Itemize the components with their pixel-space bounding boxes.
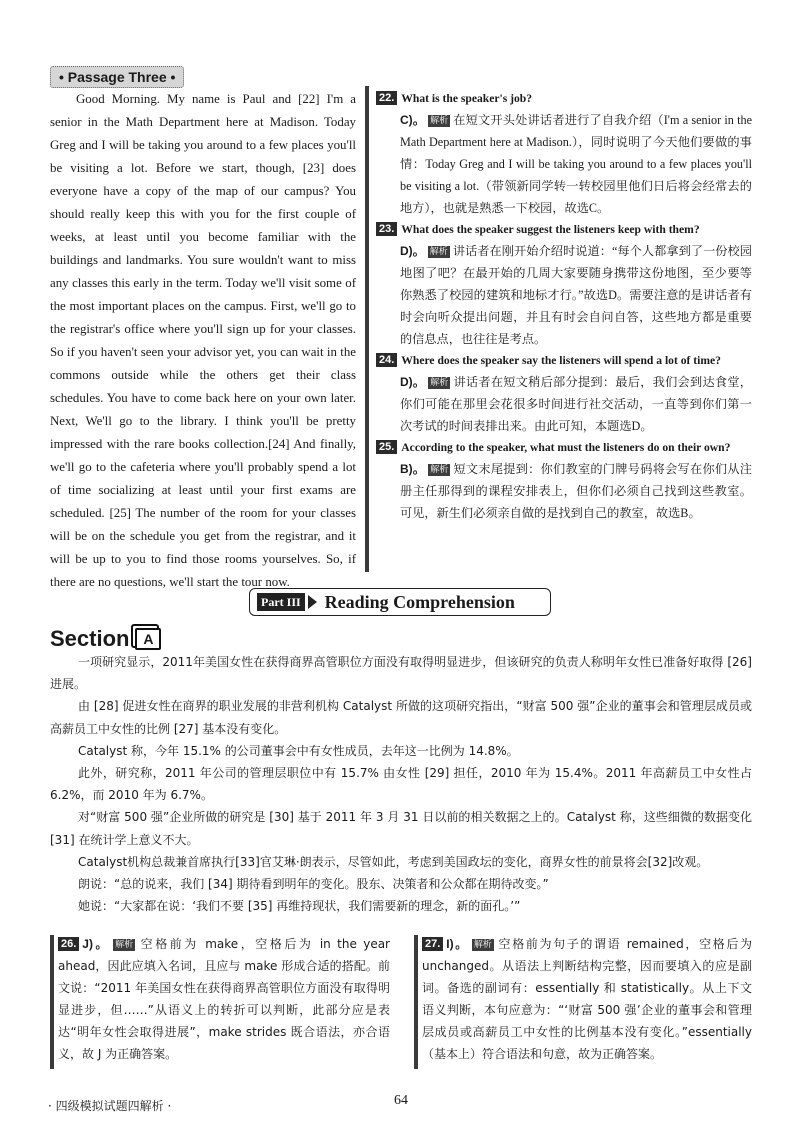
answer-choice: J)。 xyxy=(82,937,111,951)
answer-27 xyxy=(414,933,752,1065)
explanation-text: 讲话者在短文稍后部分提到：最后，我们会到达食堂，你们可能在那里会花很多时间进行社交活动，一直等到你们第一次考试的时间表排出来。由此可知，本题选D。 xyxy=(400,375,752,433)
explanation-text: 短文末尾提到：你们教室的门牌号码将会写在你们从注册主任那得到的课程安排表上，但你们必须自己找到这些教室。可见，新生们必须亲自做的是找到自己的教室，故选B。 xyxy=(400,462,752,520)
explanation-text: 讲话者在刚开始介绍时说道：“每个人都拿到了一份校园地图了吧？在最开始的几周大家要随身携带这份地图，至少要等你熟悉了校园的建筑和地标才行。”故选D。需要注意的是讲话者有时会向听众提出问题，并且有时会自问自答，这些地方都是重要的信息点，也往往是考点。 xyxy=(400,244,752,346)
question-number: 25. xyxy=(376,440,397,454)
question-24 xyxy=(376,350,752,437)
answer-choice: D)。 xyxy=(400,244,425,258)
question-23 xyxy=(376,219,752,350)
analysis-badge: 解析 xyxy=(429,247,448,257)
summary-paragraph: Catalyst机构总裁兼首席执行[33]官艾琳·朗表示，尽管如此，考虑到美国政坛的变化，商界女性的前景将会[32]改观。 xyxy=(78,854,709,869)
answer-rule xyxy=(414,935,418,1069)
summary-paragraph: 朗说：“总的说来，我们 [34] 期待看到明年的变化。股东、决策者和公众都在期待改变。” xyxy=(78,877,549,892)
answer-choice: D)。 xyxy=(400,375,426,389)
page-number: 64 xyxy=(394,1093,408,1108)
chinese-summary xyxy=(50,651,752,917)
summary-paragraph: 对“财富 500 强”企业所做的研究是 [30] 基于 2011 年 3 月 31 日以前的相关数据之上的。Catalyst 称，这些细微的数据变化 [31] 在统计学上意义不大。 xyxy=(50,810,752,847)
arrow-right-icon xyxy=(308,595,317,609)
question-text: According to the speaker, what must the listeners do on their own? xyxy=(401,441,731,454)
question-text: Where does the speaker say the listeners will spend a lot of time? xyxy=(401,354,721,367)
passage-tag: • Passage Three • xyxy=(50,66,184,88)
analysis-badge: 解析 xyxy=(430,378,449,388)
question-text: What is the speaker's job? xyxy=(401,92,533,105)
analysis-badge: 解析 xyxy=(115,940,134,950)
summary-paragraph: 一项研究显示，2011年美国女性在获得商界高管职位方面没有取得明显进步，但该研究的负责人称明年女性已准备好取得 [26] 进展。 xyxy=(50,655,752,692)
question-25 xyxy=(376,437,752,524)
question-text: What does the speaker suggest the listeners keep with them? xyxy=(401,223,700,236)
question-number: 27. xyxy=(422,937,443,951)
question-number: 23. xyxy=(376,222,397,236)
question-list xyxy=(376,88,752,524)
summary-paragraph: 她说：“大家都在说：‘我们不要 [35] 再维持现状，我们需要新的理念，新的面孔。’” xyxy=(78,899,521,914)
answer-choice: B)。 xyxy=(400,462,426,476)
question-number: 24. xyxy=(376,353,397,367)
explanation-text: 空格前为 make，空格后为 in the year ahead，因此应填入名词，且应与 make 形成合适的搭配。前文说：“2011 年美国女性在获得商界高管职位方面没有取得明显进步，但……”从语义上的转折可以判断，此部分应是表达“明年女性会取得进展”，make strides 既合语法，亦合语义，故 J 为正确答案。 xyxy=(58,937,390,1061)
section-title: Section xyxy=(50,626,130,651)
summary-paragraph: 由 [28] 促进女性在商界的职业发展的非营利机构 Catalyst 所做的这项研究指出，“财富 500 强”企业的董事会和管理层成员或高薪员工中女性的比例 [27] 基本没有变化。 xyxy=(50,699,752,736)
answer-26 xyxy=(50,933,390,1065)
part-label: Part III xyxy=(257,593,305,611)
question-number: 26. xyxy=(58,937,79,951)
answer-rule xyxy=(50,935,54,1069)
analysis-badge: 解析 xyxy=(430,465,449,475)
passage-text: Good Morning. My name is Paul and [22] I'm a senior in the Math Department here at Madison. Today Greg and I will be taking you around to a few places you'll be visiting a lot. Before we start, though, [23] does everyone have a copy of the map of our campus? You should really keep this with you for the first couple of weeks, at least until you become familiar with the buildings and landmarks. You sure wouldn't want to miss any classes this early in the term. Today we'll visit some of the most important places on the campus. First, we'll go to the registrar's office where you'll sign up for your classes. So if you haven't seen your advisor yet, you can wait in the commons outside while the others get their class schedules. You have to come back here on your own later. Next, We'll go to the library. I think you'll be pretty impressed with the rare books collection.[24] And finally, we'll go to the cafeteria where you'll probably spend a lot of time socializing at least until your first exams are scheduled. [25] The number of the room for your classes will be on the schedule you get from the registrar, and it will be up to you to find those rooms yourselves. So, if there are no questions, we'll start the tour now. xyxy=(50,92,356,589)
summary-paragraph: Catalyst 称，今年 15.1% 的公司董事会中有女性成员，去年这一比例为 14.8%。 xyxy=(78,743,519,758)
summary-paragraph: 此外，研究称，2011 年公司的管理层职位中有 15.7% 由女性 [29] 担任，2010 年为 15.4%。2011 年高薪员工中女性占 6.2%，而 2010 年为 6.7%。 xyxy=(50,766,752,803)
analysis-badge: 解析 xyxy=(473,940,492,950)
analysis-badge: 解析 xyxy=(430,116,449,126)
part-title: Reading Comprehension xyxy=(324,591,515,612)
answer-choice: C)。 xyxy=(400,113,426,127)
answer-choice: I)。 xyxy=(446,937,469,951)
column-divider xyxy=(365,86,369,572)
explanation-text: 空格前为句子的谓语 remained，空格后为 unchanged。从语法上判断结构完整，因而要填入的应是副词。备选的副词有：essentially 和 statistically。从上下文语义判断，本句应意为：“‘财富 500 强’企业的董事会和管理层成员或高薪员工中女性的比例基本没有变化。”essentially（基本上）符合语法和句意，故为正确答案。 xyxy=(422,937,752,1061)
footer-title: · 四级模拟试题四解析 · xyxy=(48,1099,172,1113)
question-22 xyxy=(376,88,752,219)
question-number: 22. xyxy=(376,91,397,105)
explanation-text: 在短文开头处讲话者进行了自我介绍（I'm a senior in the Math Department here at Madison.），同时说明了今天他们要做的事情：Today Greg and I will be taking you around to a few places you'll be visiting a lot.（带领新同学转一转校园里他们日后将会经常去的地方），也就是熟悉一下校园，故选C。 xyxy=(400,113,753,215)
section-letter-icon: A xyxy=(135,628,161,650)
part-banner xyxy=(249,588,551,616)
section-heading xyxy=(50,626,161,652)
